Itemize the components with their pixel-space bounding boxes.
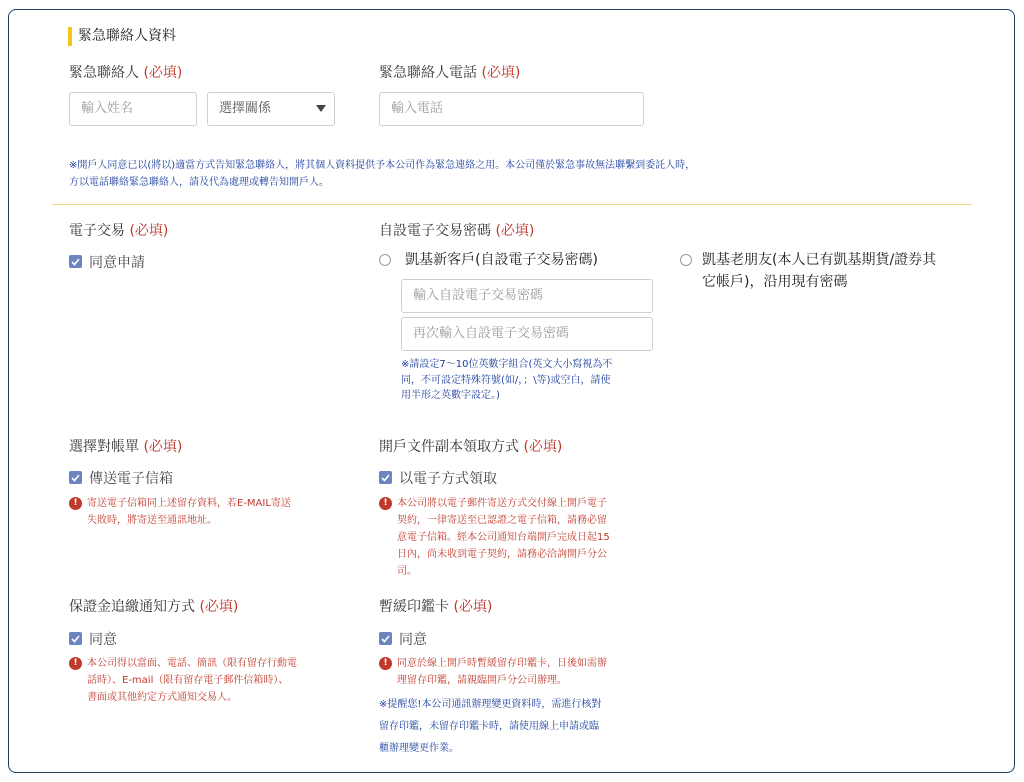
password-label: 自設電子交易密碼 (必填) (379, 223, 535, 239)
radio-icon[interactable] (680, 254, 692, 266)
margin-warning: ! 本公司得以當面、電話、簡訊（限有留存行動電 話時）、E-mail（限有留存電子郵件信箱時）、 書面或其他約定方式通知交易人。 (69, 655, 377, 706)
checkbox-checked-icon[interactable] (69, 632, 82, 645)
etrade-checkbox-row[interactable] (69, 251, 145, 272)
radio-new-customer[interactable] (379, 249, 598, 271)
docs-checkbox-label: 以電子方式領取 (399, 470, 497, 487)
exclamation-icon: ! (379, 497, 392, 510)
section-divider (52, 204, 972, 205)
required-mark: (必填) (143, 439, 183, 455)
seal-checkbox-label: 同意 (399, 631, 427, 648)
password-input[interactable]: 輸入自設電子交易密碼 (401, 279, 653, 313)
etrade-label: 電子交易 (必填) (69, 223, 169, 239)
radio-icon[interactable] (379, 254, 391, 266)
required-mark: (必填) (453, 599, 493, 615)
checkbox-checked-icon[interactable] (69, 471, 82, 484)
statement-checkbox-label: 傳送電子信箱 (89, 470, 173, 487)
exclamation-icon: ! (69, 497, 82, 510)
emergency-phone-label: 緊急聯絡人電話 (必填) (379, 65, 521, 81)
exclamation-icon: ! (379, 657, 392, 670)
docs-checkbox-row[interactable] (379, 467, 497, 488)
margin-label: 保證金追繳通知方式 (必填) (69, 599, 239, 615)
emergency-contact-label: 緊急聯絡人 (必填) (69, 65, 183, 81)
seal-label: 暫緩印鑑卡 (必填) (379, 599, 493, 615)
password-note: ※請設定7～10位英數字組合(英文大小寫視為不 同，不可設定特殊符號(如/，；\等)或空白，請使 用半形之英數字設定。) (401, 359, 613, 401)
phone-input[interactable]: 輸入電話 (379, 92, 644, 126)
margin-checkbox-row[interactable] (69, 628, 117, 649)
required-mark: (必填) (523, 439, 563, 455)
required-mark: (必填) (495, 223, 535, 239)
required-mark: (必填) (143, 65, 183, 81)
radio-new-label: 凱基新客戶(自設電子交易密碼) (405, 252, 599, 268)
required-mark: (必填) (129, 223, 169, 239)
seal-checkbox-row[interactable] (379, 628, 427, 649)
required-mark: (必填) (481, 65, 521, 81)
chevron-down-icon (316, 105, 326, 112)
statement-warning: ! 寄送電子信箱同上述留存資料，若E-MAIL寄送 失敗時，將寄送至通訊地址。 (69, 495, 367, 529)
docs-warning: ! 本公司將以電子郵件寄送方式交付線上開戶電子 契約，一律寄送至已認證之電子信箱，請務必留 意電子信箱。經本公司通知台端開戶完成日起15 日內，尚未收到電子契約，請務必洽詢開戶分公 司。 (379, 495, 687, 580)
checkbox-checked-icon[interactable] (379, 632, 392, 645)
radio-old-label: 凱基老朋友(本人已有凱基期貨/證券其 它帳戶)，沿用現有密碼 (702, 252, 937, 290)
seal-warning: ! 同意於線上開戶時暫緩留存印鑑卡，日後如需辦 理留存印鑑，請親臨開戶分公司辦理。 (379, 655, 687, 689)
relation-select-value: 選擇關係 (219, 101, 272, 116)
margin-checkbox-label: 同意 (89, 631, 117, 648)
section-title: 緊急聯絡人資料 (68, 28, 176, 45)
docs-label: 開戶文件副本領取方式 (必填) (379, 439, 563, 455)
etrade-checkbox-label: 同意申請 (89, 254, 145, 271)
statement-label: 選擇對帳單 (必填) (69, 439, 183, 455)
checkbox-checked-icon[interactable] (69, 255, 82, 268)
exclamation-icon: ! (69, 657, 82, 670)
name-input[interactable]: 輸入姓名 (69, 92, 197, 126)
password-confirm-input[interactable]: 再次輸入自設電子交易密碼 (401, 317, 653, 351)
required-mark: (必填) (199, 599, 239, 615)
relation-select[interactable] (207, 92, 335, 126)
seal-note: ※提醒您!本公司通訊辦理變更資料時，需進行核對 留存印鑑，未留存印鑑卡時，請使用線上申請或臨 櫃辦理變更作業。 (379, 699, 602, 754)
statement-checkbox-row[interactable] (69, 467, 173, 488)
checkbox-checked-icon[interactable] (379, 471, 392, 484)
emergency-note: ※開戶人同意已以(將以)適當方式告知緊急聯絡人，將其個人資料提供予本公司作為緊急連絡之用。本公司僅於緊急事故無法聯繫到委託人時， 方以電話聯絡緊急聯絡人，請及代為處理或轉告知開戶人。 (69, 160, 696, 188)
